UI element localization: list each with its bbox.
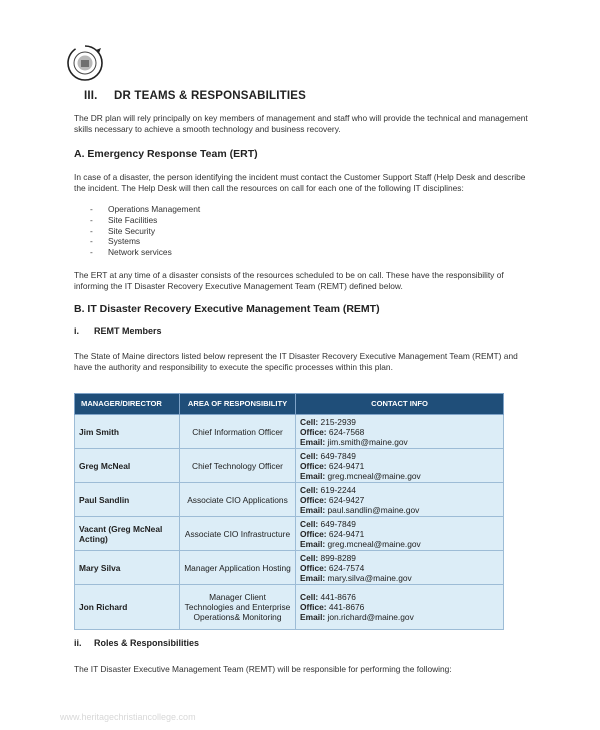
column-header-manager: MANAGER/DIRECTOR: [75, 394, 180, 415]
manager-name: Jon Richard: [75, 585, 180, 630]
area-of-responsibility: Manager Application Hosting: [179, 551, 295, 585]
remt-heading: B. IT Disaster Recovery Executive Management Team (REMT): [74, 303, 380, 315]
column-header-contact: CONTACT INFO: [296, 394, 504, 415]
column-header-area: AREA OF RESPONSIBILITY: [179, 394, 295, 415]
roles-paragraph: The IT Disaster Executive Management Team (REMT) will be responsible for performing the following:: [74, 664, 452, 674]
manager-name: Vacant (Greg McNeal Acting): [75, 517, 180, 551]
area-of-responsibility: Chief Information Officer: [179, 415, 295, 449]
contact-info: Cell: 619-2244 Office: 624-9427 Email: paul.sandlin@maine.gov: [296, 483, 504, 517]
manager-name: Greg McNeal: [75, 449, 180, 483]
remt-members-paragraph: The State of Maine directors listed below represent the IT Disaster Recovery Executive Management Team (REMT) and have the authority and responsibility to execute the specific processes within this plan.: [74, 351, 518, 372]
manager-name: Paul Sandlin: [75, 483, 180, 517]
ert-heading: A. Emergency Response Team (ERT): [74, 148, 258, 160]
list-item: - Network services: [90, 247, 172, 258]
list-item: - Site Security: [90, 225, 156, 236]
roles-heading: ii. Roles & Responsibilities: [74, 638, 200, 648]
table-row: [75, 483, 504, 517]
section-title: DR TEAMS & RESPONSABILITIES: [114, 90, 306, 102]
list-item: - Systems: [90, 236, 141, 247]
section-heading: [84, 90, 306, 102]
table-row: [75, 415, 504, 449]
table-row: [75, 551, 504, 585]
list-item: - Site Facilities: [90, 214, 158, 225]
remt-members-table: [74, 393, 504, 630]
contact-info: Cell: 649-7849 Office: 624-9471 Email: greg.mcneal@maine.gov: [296, 517, 504, 551]
manager-name: Jim Smith: [75, 415, 180, 449]
contact-info: Cell: 899-8289 Office: 624-7574 Email: mary.silva@maine.gov: [296, 551, 504, 585]
area-of-responsibility: Associate CIO Infrastructure: [179, 517, 295, 551]
remt-members-heading: i. REMT Members: [74, 326, 162, 336]
list-item: - Operations Management: [90, 204, 201, 214]
table-row: [75, 585, 504, 630]
section-intro: The DR plan will rely principally on key members of management and staff who will provide the technical and management skills necessary to achieve a smooth technology and business recovery.: [74, 113, 528, 134]
section-number: III.: [84, 90, 98, 102]
manager-name: Mary Silva: [75, 551, 180, 585]
watermark: www.heritagechristiancollege.com: [60, 712, 196, 722]
ert-paragraph-2: The ERT at any time of a disaster consists of the resources scheduled to be on call. These have the responsibility of informing the IT Disaster Recovery Executive Management Team (REMT) defined below.: [74, 270, 504, 291]
area-of-responsibility: Associate CIO Applications: [179, 483, 295, 517]
disciplines-list: [90, 204, 200, 258]
contact-info: Cell: 441-8676 Office: 441-8676 Email: jon.richard@maine.gov: [296, 585, 504, 630]
table-row: [75, 517, 504, 551]
table-header-row: [75, 394, 504, 415]
ert-paragraph-1: In case of a disaster, the person identifying the incident must contact the Customer Support Staff (Help Desk and describe the incident. The Help Desk will then call the resources on call for each one of the following IT disciplines:: [74, 172, 526, 193]
contact-info: Cell: 215-2939 Office: 624-7568 Email: jim.smith@maine.gov: [296, 415, 504, 449]
contact-info: Cell: 649-7849 Office: 624-9471 Email: greg.mcneal@maine.gov: [296, 449, 504, 483]
area-of-responsibility: Manager Client Technologies and Enterprise Operations& Monitoring: [179, 585, 295, 630]
area-of-responsibility: Chief Technology Officer: [179, 449, 295, 483]
table-row: [75, 449, 504, 483]
state-seal-logo-icon: [66, 44, 104, 82]
